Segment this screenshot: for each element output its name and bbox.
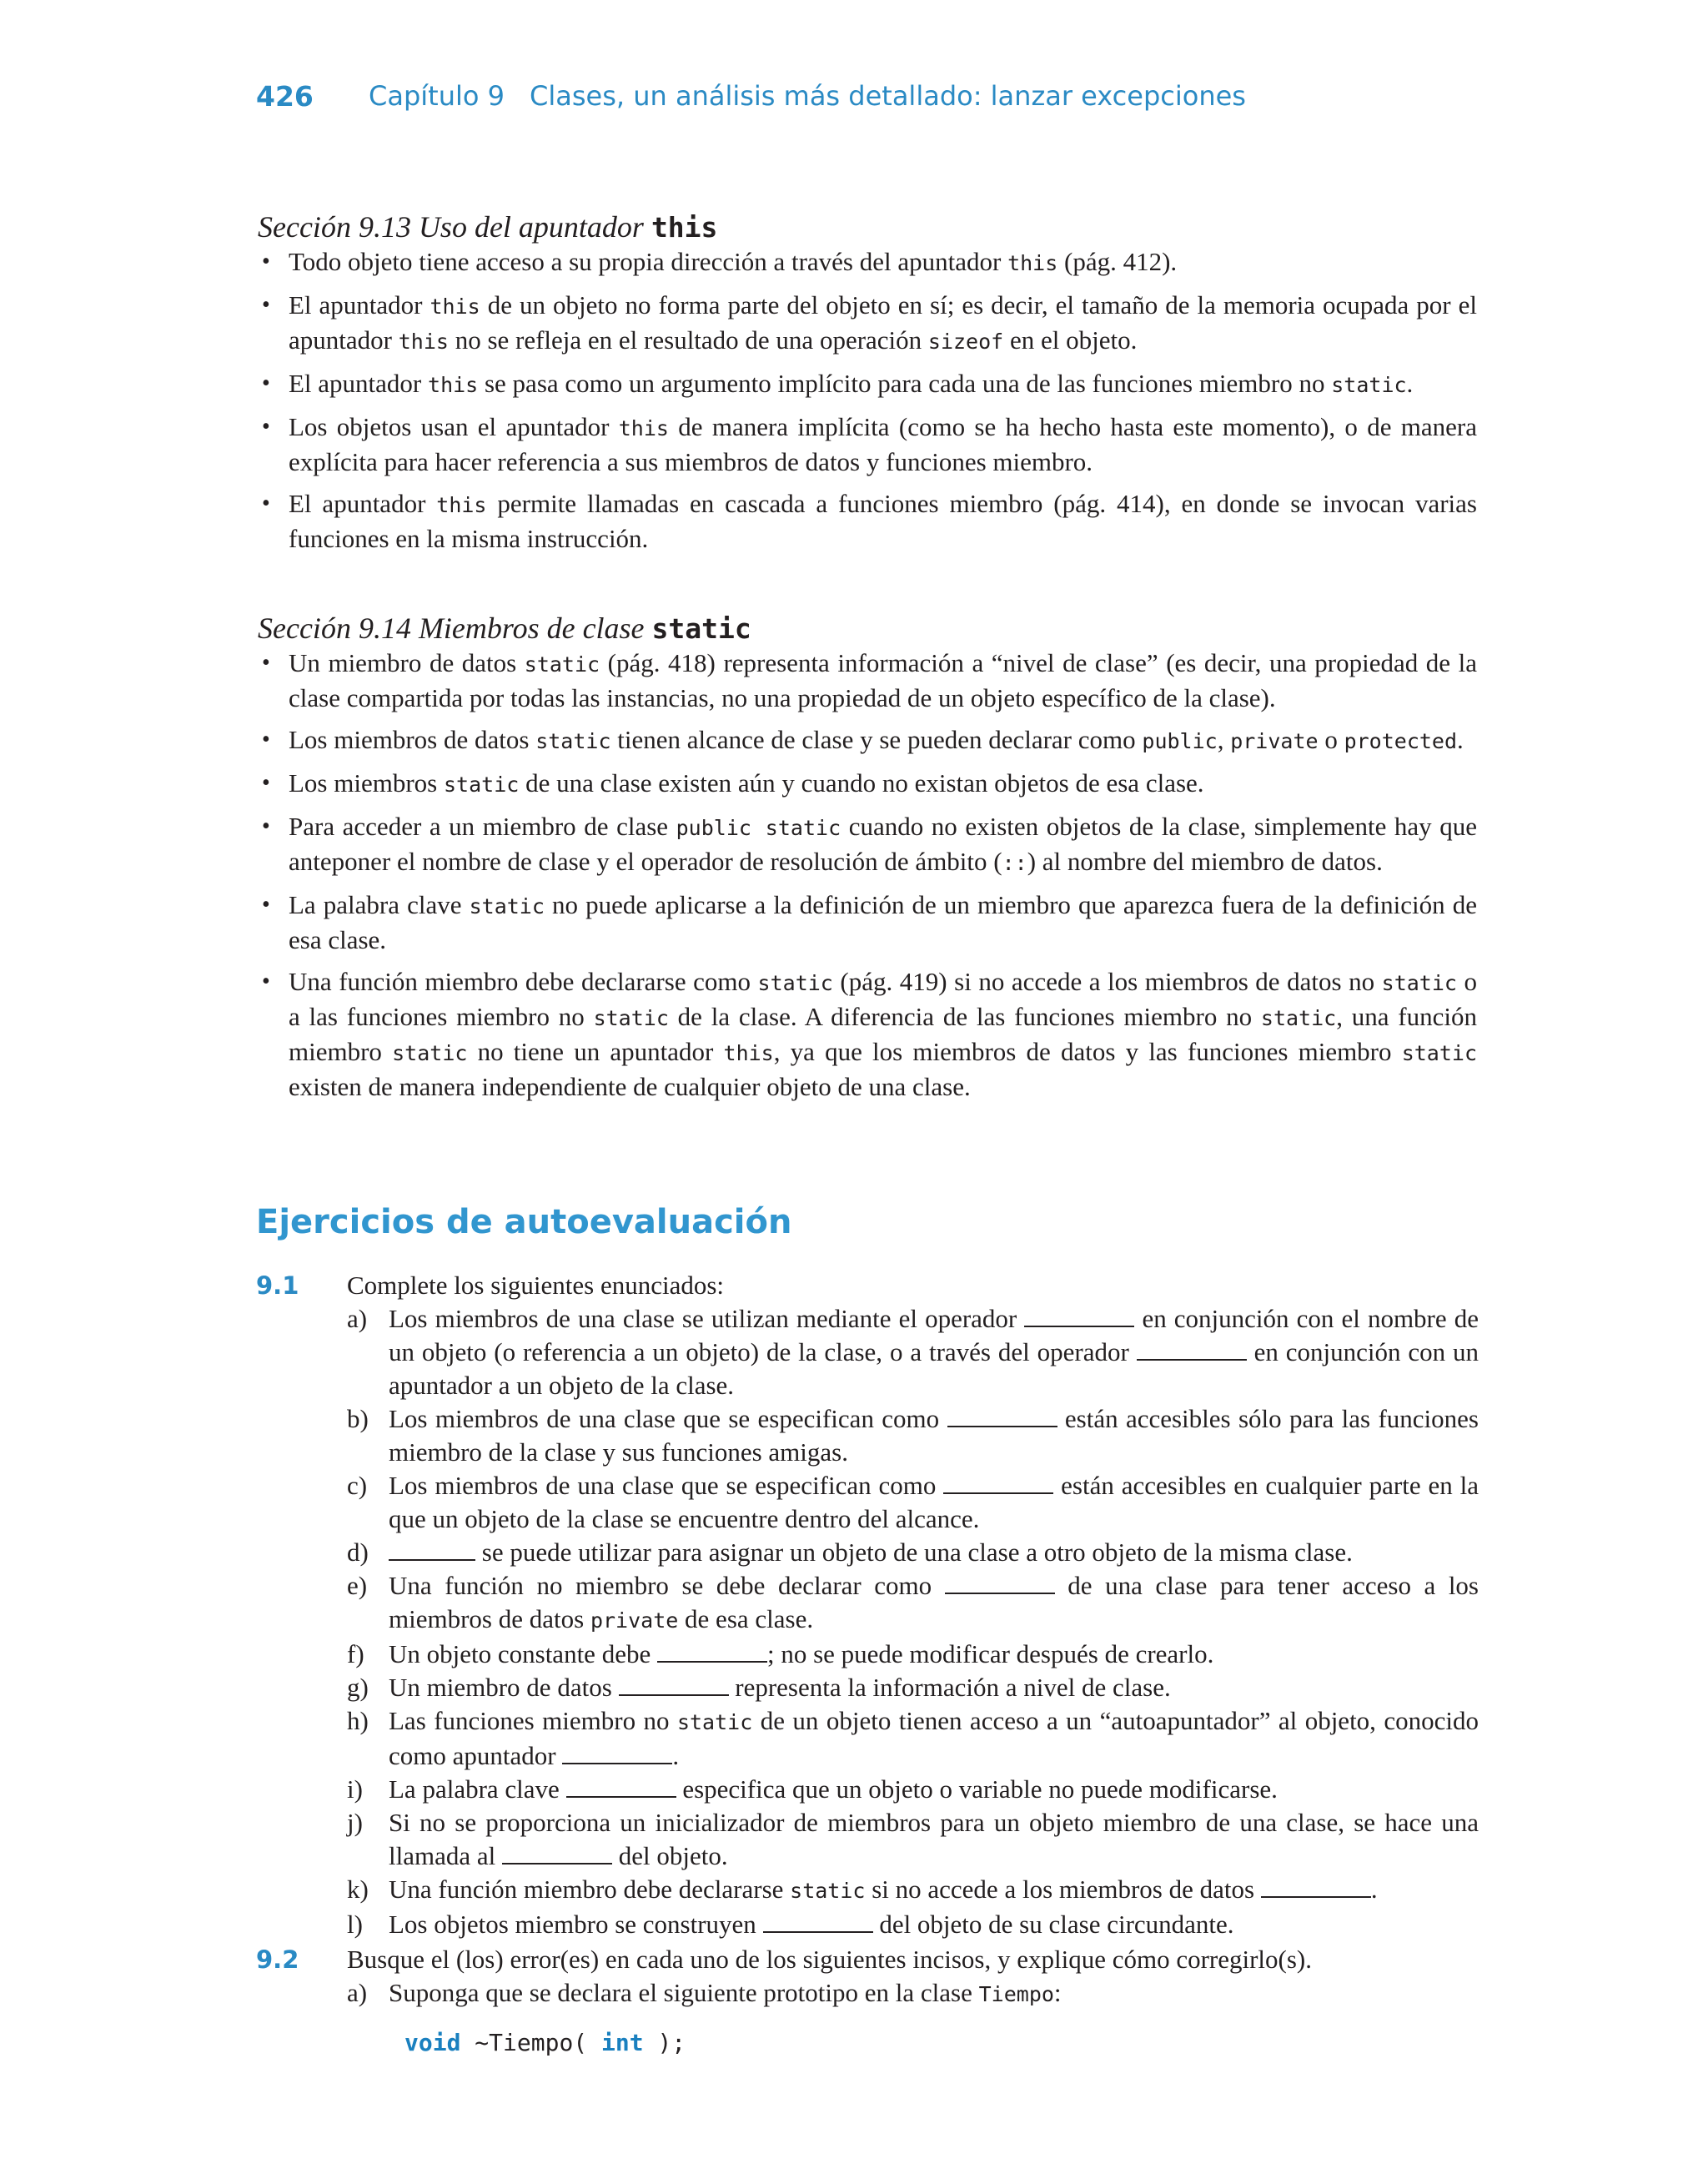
exercise-item: d) se puede utilizar para asignar un objeto de una clase a otro objeto de la misma clase. <box>347 1536 1479 1569</box>
fill-in-blank <box>947 1406 1057 1427</box>
inline-code: static <box>1381 971 1457 995</box>
exercise-item: b) Los miembros de una clase que se especifican como están accesibles sólo para las funciones miembro de la clase y sus funciones amigas. <box>347 1404 1479 1467</box>
inline-code: protected <box>1344 729 1458 753</box>
exercise-item: e) Una función no miembro se debe declarar como de una clase para tener acceso a los miembros de datos private de esa clase. <box>347 1571 1479 1633</box>
fill-in-blank <box>943 1472 1053 1494</box>
inline-code: private <box>1230 729 1319 753</box>
code-snippet <box>404 2026 1479 2060</box>
item-label: e) <box>347 1571 368 1600</box>
bullet-item: • Un miembro de datos static (pág. 418) representa información a “nivel de clase” (es decir, una propiedad de la clase compartida por todas las instancias, no una propiedad de un objeto específico de la clase). <box>258 647 1477 715</box>
item-label: k) <box>347 1875 369 1904</box>
item-label: g) <box>347 1673 369 1702</box>
fill-in-blank <box>1261 1876 1371 1898</box>
fill-in-blank <box>945 1573 1055 1594</box>
inline-code: static <box>524 652 600 677</box>
inline-code: this <box>398 330 449 354</box>
bullet-item: • La palabra clave static no puede aplicarse a la definición de un miembro que aparezca fuera de la definición de esa clase. <box>258 888 1477 957</box>
item-label: h) <box>347 1706 369 1735</box>
inline-code: static <box>392 1041 468 1065</box>
item-label: f) <box>347 1639 364 1668</box>
exercises-heading: Ejercicios de autoevaluación <box>256 1203 792 1241</box>
exercise-item: c) Los miembros de una clase que se especifican como están accesibles en cualquier parte en la que un objeto de la clase se encuentre dentro del alcance. <box>347 1471 1479 1533</box>
bullet-item: • Todo objeto tiene acceso a su propia dirección a través del apuntador this (pág. 412). <box>258 245 1477 280</box>
exercise-item: g) Un miembro de datos representa la información a nivel de clase. <box>347 1671 1479 1704</box>
section-9-13-title: Sección 9.13 Uso del apuntador this <box>258 210 718 244</box>
exercise-9-1 <box>256 1269 1479 1941</box>
fill-in-blank <box>619 1674 729 1696</box>
exercise-item: j) Si no se proporciona un inicializador de miembros para un objeto miembro de una clase, se hace una llamada al del objeto. <box>347 1808 1479 1870</box>
inline-code: static <box>790 1879 866 1903</box>
bullet-item: • Para acceder a un miembro de clase public static cuando no existen objetos de la clase, simplemente hay que anteponer el nombre de clase y el operador de resolución de ámbito (::) al nombre del miembro de datos. <box>258 810 1477 880</box>
section-9-14-bullets <box>258 647 1477 1104</box>
bullet-item: • Los miembros static de una clase existen aún y cuando no existan objetos de esa clase. <box>258 767 1477 802</box>
bullet-item: • Los miembros de datos static tienen alcance de clase y se pueden declarar como public, private o protected. <box>258 723 1477 758</box>
section-9-14-title: Sección 9.14 Miembros de clase static <box>258 611 751 645</box>
fill-in-blank <box>1137 1339 1247 1361</box>
inline-code: this <box>1007 251 1058 275</box>
section-9-13-bullets <box>258 245 1477 556</box>
chapter-title: Clases, un análisis más detallado: lanzar excepciones <box>530 80 1246 112</box>
exercise-9-1-items <box>347 1302 1479 1941</box>
item-label: l) <box>347 1910 363 1939</box>
inline-code: static <box>676 1710 753 1734</box>
code-keyword: void <box>404 2029 461 2056</box>
inline-code: static <box>444 772 520 797</box>
bullet-item: • Una función miembro debe declararse como static (pág. 419) si no accede a los miembros de datos no static o a las funciones miembro no static de la clase. A diferencia de las funciones miembro no static, una función miembro static no tiene un apuntador this, ya que los miembros de datos y las funciones miembro static existen de manera independiente de cualquier objeto de una clase. <box>258 965 1477 1104</box>
exercise-number: 9.1 <box>256 1271 299 1300</box>
fill-in-blank <box>1024 1306 1134 1327</box>
inline-code: public <box>1142 729 1218 753</box>
inline-code: Tiempo <box>978 1982 1054 2006</box>
exercise-item: a) Suponga que se declara el siguiente prototipo en la clase Tiempo: <box>347 1976 1479 2011</box>
code-keyword: int <box>601 2029 644 2056</box>
item-label: i) <box>347 1774 363 1804</box>
fill-in-blank <box>657 1641 767 1663</box>
fill-in-blank <box>502 1843 612 1864</box>
exercise-item: h) Las funciones miembro no static de un objeto tienen acceso a un “autoapuntador” al objeto, conocido como apuntador . <box>347 1706 1479 1770</box>
inline-code: static <box>1331 373 1407 397</box>
fill-in-blank <box>763 1911 873 1933</box>
exercise-intro: Complete los siguientes enunciados: <box>347 1271 725 1300</box>
inline-code: :: <box>1002 851 1027 875</box>
inline-code: static <box>1260 1006 1337 1030</box>
bullet-item: • El apuntador this de un objeto no forma parte del objeto en sí; es decir, el tamaño de la memoria ocupada por el apuntador this no se refleja en el resultado de una operación sizeof en el objeto. <box>258 289 1477 359</box>
item-label: b) <box>347 1404 369 1433</box>
inline-code: public static <box>676 816 841 840</box>
fill-in-blank <box>389 1539 475 1561</box>
fill-in-blank <box>566 1776 676 1798</box>
exercise-number: 9.2 <box>256 1945 299 1974</box>
running-header <box>256 80 1482 122</box>
chapter-label: Capítulo 9 <box>369 80 505 112</box>
inline-code: static <box>1401 1041 1477 1065</box>
inline-code: private <box>590 1608 679 1633</box>
code-text: ~Tiempo( <box>460 2029 602 2056</box>
inline-code: this <box>723 1041 774 1065</box>
exercise-item: i) La palabra clave especifica que un objeto o variable no puede modificarse. <box>347 1773 1479 1806</box>
inline-code: static <box>469 894 545 918</box>
inline-code: this <box>436 493 487 517</box>
exercise-intro: Busque el (los) error(es) en cada uno de los siguientes incisos, y explique cómo corregirlo(s). <box>347 1945 1313 1974</box>
section-9-13 <box>258 209 1477 556</box>
bullet-item: • El apuntador this permite llamadas en cascada a funciones miembro (pág. 414), en donde se invocan varias funciones en la misma instrucción. <box>258 487 1477 556</box>
inline-code: sizeof <box>927 330 1004 354</box>
exercise-item: k) Una función miembro debe declararse static si no accede a los miembros de datos . <box>347 1873 1479 1908</box>
item-label: d) <box>347 1537 369 1567</box>
exercise-9-2-items <box>347 1976 1479 2011</box>
item-label: c) <box>347 1471 368 1500</box>
bullet-item: • Los objetos usan el apuntador this de manera implícita (como se ha hecho hasta este momento), o de manera explícita para hacer referencia a sus miembros de datos y funciones miembro. <box>258 410 1477 479</box>
inline-code: this <box>430 294 480 319</box>
item-label: a) <box>347 1978 368 2007</box>
inline-code: this <box>428 373 479 397</box>
inline-code: this <box>618 416 669 440</box>
section-9-14 <box>258 610 1477 1104</box>
code-text: ); <box>643 2029 686 2056</box>
exercise-9-2 <box>256 1943 1479 2060</box>
inline-code: static <box>535 729 611 753</box>
inline-code: static <box>593 1006 669 1030</box>
item-label: a) <box>347 1304 368 1333</box>
exercise-item: a) Los miembros de una clase se utilizan mediante el operador en conjunción con el nombre de un objeto (o referencia a un objeto) de la clase, o a través del operador en conjunción con un apuntador a un objeto de la clase. <box>347 1304 1479 1400</box>
fill-in-blank <box>562 1743 672 1764</box>
inline-code: static <box>757 971 833 995</box>
exercise-item: f) Un objeto constante debe ; no se puede modificar después de crearlo. <box>347 1638 1479 1671</box>
bullet-item: • El apuntador this se pasa como un argumento implícito para cada una de las funciones miembro no static. <box>258 367 1477 402</box>
item-label: j) <box>347 1808 363 1837</box>
page-number: 426 <box>256 80 314 113</box>
exercise-item: l) Los objetos miembro se construyen del objeto de su clase circundante. <box>347 1908 1479 1941</box>
